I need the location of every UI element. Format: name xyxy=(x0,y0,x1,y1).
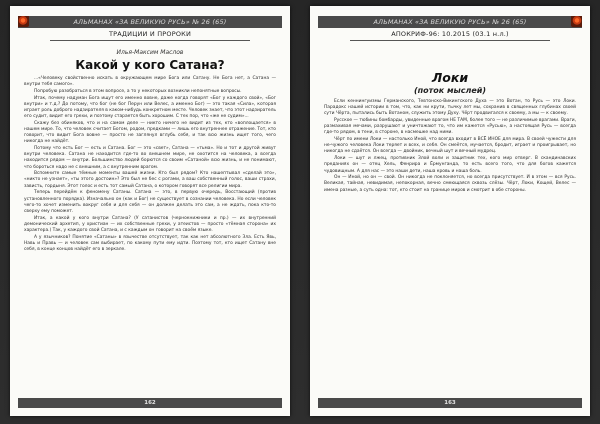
left-page xyxy=(10,6,290,416)
section-title xyxy=(310,30,590,41)
right-page xyxy=(310,6,590,416)
paragraph: А у язычников? Понятие «Сатаны» в язычестве отсутствует, так как нет абсолютного Зла. Есть Явь, Навь и Правь — и человек сам выбирает, по какому пути ему идти. Поэтому тот, кто ищет Сатану вне себя, в конце концов найдёт его в зеркале. xyxy=(24,234,276,252)
page-number: 163 xyxy=(444,400,456,406)
almanac-logo-icon xyxy=(18,16,29,27)
paragraph: Скажу без обиняков, что и на самом деле — никто ничего не видит из тех, кто «воплощается» в нашем мире. То, что человек считает Богом, родом, предками — лишь его внутреннее отражение. Тот, кто говорит, что видит Бога вовне — просто не заглянул вглубь себя, и так всю жизнь ищет того, чего никогда не найдёт. xyxy=(24,120,276,145)
running-header xyxy=(318,16,582,28)
paragraph: Он — Иной, но он — свой. Он никогда не поклоняется, но всегда присутствует. И в этом — вся Русь. Великая, тайная, невидимая, непокорная, вечно смеющаяся сквозь слёзы. Чёрт, Локи, Кощей, Велес — имена разные, а суть одна: тот, кто стоит на границе миров и смотрит в обе стороны. xyxy=(324,175,576,193)
article-body xyxy=(24,76,276,392)
page-number: 162 xyxy=(144,400,156,406)
paragraph: Вспомните самые тёмные моменты вашей жизни. Кто был рядом? Кто нашептывал «сделай это», «никто не узнает», «ты этого достоин»? Это был не бес с рогами, а ваш собственный голос, ваши страхи, зависть, гордыня. Этот голос и есть тот самый Сатана, о котором говорят все религии мира. xyxy=(24,171,276,189)
page-footer xyxy=(18,398,282,408)
paragraph: Русское — тюбины бомбарды, увиденные врагом НЕ ТАМ, более того — не различимые врагами. Враги, размахивая мечами, разрушают и уничтожают то, что им кажется «Русью», а настоящая Русь — всегда где-то рядом, в тени, в стороне, в насмешке над ними. xyxy=(324,118,576,136)
header-text: АЛЬМАНАХ «ЗА ВЕЛИКУЮ РУСЬ» № 26 (65) xyxy=(73,18,227,26)
article-author: Илья-Максим Маслов xyxy=(116,49,184,56)
paragraph: Если кеннингуизмы Германского, Тевтонско-Викингского Духа — это Вотан, то Русь — это Локи. Парадокс нашей истории в том, что, как ни крути, тычку лет мы, сохранив в священных глубинах своей сути Чёрта, пытались быть Вотаном, служить этому Духу. Чёрт продвигался к своему, а мы — к своему. xyxy=(324,99,576,117)
article-subtitle: (поток мыслей) xyxy=(413,86,487,95)
paragraph: Теперь перейдём к феномену Сатаны. Сатана — это, в первую очередь, Восстающий (против установленного порядка). Изначально он (как и Бог) не существует в сознании человека. Но если человек чего-то хочет изменить вокруг себя и для себя — он должен делать это сам, а не ждать, пока кто-то сверху ему поможет. xyxy=(24,190,276,214)
section-label: АПОКРИФ-96: 10.2015 (03.1 н.л.) xyxy=(391,30,509,38)
almanac-logo-icon xyxy=(571,16,582,27)
section-divider xyxy=(50,40,250,41)
page-footer xyxy=(318,398,582,408)
header-text: АЛЬМАНАХ «ЗА ВЕЛИКУЮ РУСЬ» № 26 (65) xyxy=(373,18,527,26)
paragraph: Итак, а какой у кого внутри Сатана? (У сатанистов (чернокнижники и пр.) — их внутренний демонический архетип, у христиан — их собственные грехи, у атеистов — просто «тёмная сторона» их характера.) Так, у каждого свой Сатана, и с каждым он говорит на своём языке. xyxy=(24,215,276,233)
paragraph: Чёрт по имени Локи — настолько Иной, что всегда входит в ВСЁ ИНОЕ для мира. В своей чужести для не-чужого человека Локи теряет и всех, и себя. Он смеётся, мучается, бродит, играет и проигрывает, но никогда не сдаётся. Он всегда — двойник, вечный шут и вечный мудрец. xyxy=(324,137,576,155)
paragraph: Локи — шут и лжец, противник Злой воли и защитник тех, кого мир отверг. В скандинавских преданиях он — отец Хель, Фенрира и Ёрмунганда, то есть всего того, что для богов кажется чудовищным. А для нас — это наши дети, наша кровь и наша боль. xyxy=(324,156,576,174)
article-body xyxy=(324,99,576,395)
section-title xyxy=(10,30,290,41)
paragraph: ...«Человеку свойственно искать в окружающем мире Бога или Сатану. Не Бога нет, а Сатана — внутри тебя самого». xyxy=(24,76,276,88)
running-header xyxy=(18,16,282,28)
article-title: Какой у кого Сатана? xyxy=(75,58,225,72)
section-label: ТРАДИЦИИ И ПРОРОКИ xyxy=(108,30,192,38)
paragraph: Попробую разобраться в этом вопросе, а то у некоторых возникли непонятные вопросы. xyxy=(34,88,242,94)
section-divider xyxy=(350,40,550,41)
paragraph: Итак, почему надуман Бога ищут его именно вовне, даже когда говорят «Бог у каждого свой», «Бог внутри» и т.д.? До потому, что бог (не бог Перун или Велес, а именно Бог) — это такая «Сила», которая играет роль доброго надзирателя в каком-нибудь конкретном месте. Человек знает, что этот надзиратель его судит, видит его грехи, и поэтому старается быть хорошим. С тех пор, что «же не судим»... xyxy=(24,95,276,120)
article-title: Локи xyxy=(431,70,469,85)
paragraph: Потому что есть Бог — есть и Сатана. Бог — это «свет», Сатана — «тьма». Но и тот и другой живут внутри человека. Сатана не находится где-то во внешнем мире, не охотится на человека, а всегда находится рядом — внутри. Большинство людей борются со своим «Сатаной» всю жизнь, и не понимают, что бороться надо не с внешним, а с внутренним врагом. xyxy=(24,146,276,170)
